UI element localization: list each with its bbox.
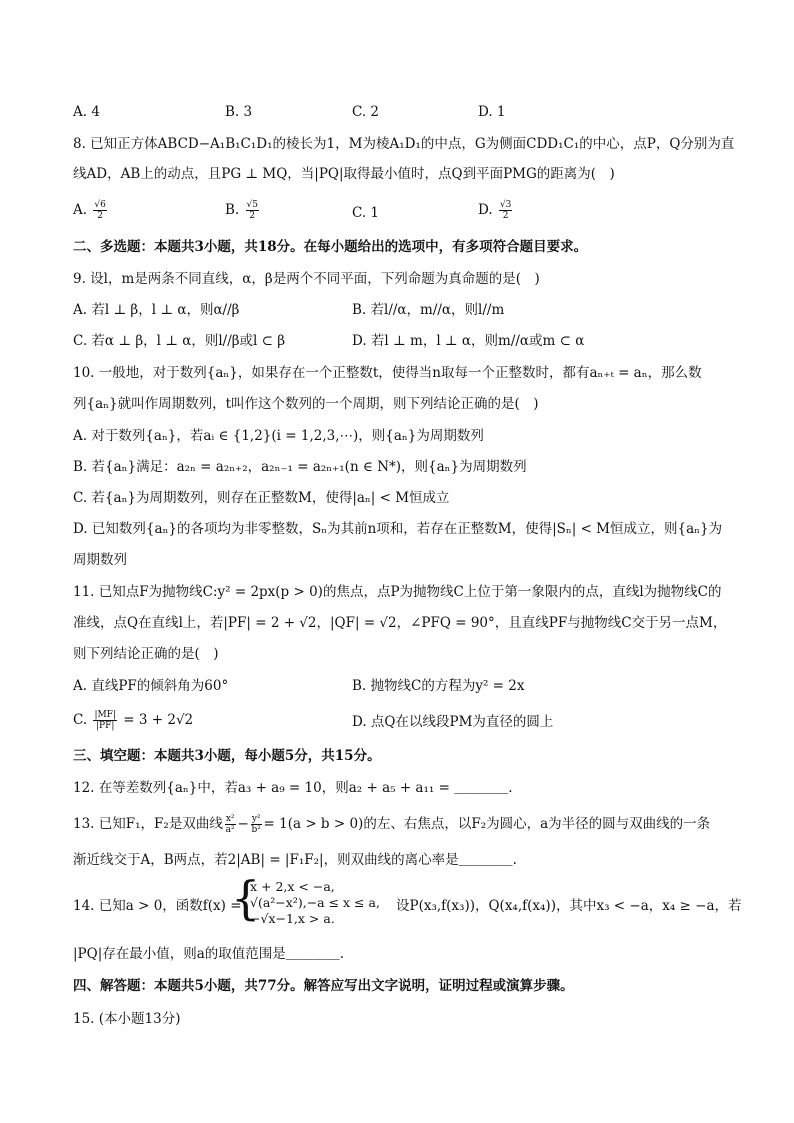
q11-option-c-numerator: |MF|	[94, 710, 116, 720]
q11-stem-line2: 准线，点Q在直线l上，若|PF| = 2 + √2，|QF| = √2，∠PFQ = 90°，且直线PF与抛物线C交于另一点M，	[73, 615, 727, 631]
q8-option-d-denominator: 2	[502, 211, 509, 221]
q7-option-b: B. 3	[225, 104, 253, 120]
q10-option-a: A. 对于数列{aₙ}，若aᵢ ∈ {1,2}(i = 1,2,3,⋯)，则{aₙ}为周期数列	[73, 428, 484, 444]
q15-stem: 15. (本小题13分)	[73, 1011, 181, 1027]
q14-post: 设P(x₃,f(x₃))，Q(x₄,f(x₄))，其中x₃ < −a，x₄ ≥ −a，若	[396, 898, 742, 914]
q8-option-b-label: B.	[225, 202, 240, 218]
q8-option-a-numerator: √6	[94, 200, 106, 210]
q13-fraction-y-denominator: b²	[251, 825, 261, 835]
q14-stem-line2: |PQ|存在最小值，则a的取值范围是＿＿＿＿.	[73, 946, 345, 962]
q8-option-c: C. 1	[352, 205, 380, 221]
q13-stem-line2: 渐近线交于A，B两点，若2|AB| = |F₁F₂|，则双曲线的离心率是＿＿＿＿.	[73, 852, 517, 868]
q11-option-c-rest: = 3 + 2√2	[123, 712, 194, 728]
q13-post: = 1(a > b > 0)的左、右焦点，以F₂为圆心，a为半径的圆与双曲线的一条	[263, 816, 711, 832]
q8-stem-line2: 线AD，AB上的动点，且PG ⊥ MQ，当|PQ|取得最小值时，点Q到平面PMG的距离为( )	[73, 166, 615, 182]
q8-stem-line1: 8. 已知正方体ABCD−A₁B₁C₁D₁的棱长为1，M为棱A₁D₁的中点，G为侧面CDD₁C₁的中心，点P，Q分别为直	[73, 136, 735, 152]
q9-option-c: C. 若α ⊥ β，l ⊥ α，则l//β或l ⊂ β	[73, 333, 286, 349]
q11-option-d: D. 点Q在以线段PM为直径的圆上	[352, 714, 554, 730]
q8-option-d	[478, 200, 514, 221]
section-2-heading: 二、多选题：本题共3小题，共18分。在每小题给出的选项中，有多项符合题目要求。	[73, 239, 588, 255]
q7-option-c: C. 2	[352, 104, 380, 120]
q8-option-b-fraction	[246, 200, 259, 221]
q11-stem-line3: 则下列结论正确的是( )	[73, 646, 219, 662]
q12-stem: 12. 在等差数列{aₙ}中，若a₃ + a₉ = 10，则a₂ + a₅ + a₁₁ = ＿＿＿＿.	[73, 780, 513, 796]
q9-stem: 9. 设l，m是两条不同直线，α，β是两个不同平面，下列命题为真命题的是( )	[73, 271, 540, 287]
section-3-heading: 三、填空题：本题共3小题，每小题5分，共15分。	[73, 748, 381, 764]
q13-stem-line1	[73, 814, 710, 835]
q8-option-a-fraction	[93, 200, 106, 221]
q10-option-d-line1: D. 已知数列{aₙ}的各项均为非零整数，Sₙ为其前n项和，若存在正整数M，使得|Sₙ| < M恒成立，则{aₙ}为	[73, 521, 723, 537]
q13-fraction-y-numerator: y²	[251, 814, 261, 824]
q7-option-a: A. 4	[73, 104, 100, 120]
q11-option-c-fraction	[93, 710, 117, 731]
q13-fraction-x-numerator: x²	[225, 814, 235, 824]
q9-option-d: D. 若l ⊥ m，l ⊥ α，则m//α或m ⊂ α	[352, 333, 585, 349]
q9-option-a: A. 若l ⊥ β，l ⊥ α，则α//β	[73, 302, 240, 318]
section-4-heading: 四、解答题：本题共5小题，共77分。解答应写出文字说明，证明过程或演算步骤。	[73, 978, 574, 994]
q10-option-d-line2: 周期数列	[73, 552, 127, 568]
q13-pre: 13. 已知F₁，F₂是双曲线	[73, 816, 223, 832]
q14-pre: 14. 已知a > 0，函数f(x) =	[73, 898, 242, 914]
q13-fraction-x-denominator: a²	[225, 825, 235, 835]
q8-option-b-denominator: 2	[249, 211, 256, 221]
q11-option-c-label: C.	[73, 712, 88, 728]
q8-option-d-label: D.	[478, 202, 493, 218]
q11-option-c-denominator: |PF|	[96, 721, 115, 731]
q8-option-a-label: A.	[73, 202, 88, 218]
q10-stem-line1: 10. 一般地，对于数列{aₙ}，如果存在一个正整数t，使得当n取每一个正整数时，都有aₙ₊ₜ = aₙ，那么数	[73, 365, 702, 381]
q14-case-3: −√x−1,x > a.	[250, 911, 335, 926]
q9-option-b: B. 若l//α，m//α，则l//m	[352, 302, 505, 318]
q14-case-2: √(a²−x²),−a ≤ x ≤ a,	[250, 895, 380, 910]
q11-option-c	[73, 710, 193, 731]
q14-brace: {	[231, 871, 261, 925]
q8-option-d-numerator: √3	[499, 200, 512, 210]
q13-fraction-x	[225, 814, 236, 835]
q8-option-d-fraction	[499, 200, 512, 221]
q8-option-b	[225, 200, 261, 221]
q14-case-1: x + 2,x < −a,	[250, 879, 335, 894]
q11-option-a: A. 直线PF的倾斜角为60°	[73, 678, 229, 694]
q11-option-b: B. 抛物线C的方程为y² = 2x	[352, 678, 525, 694]
q11-stem-line1: 11. 已知点F为抛物线C:y² = 2px(p > 0)的焦点，点P为抛物线C上位于第一象限内的点，直线l为抛物线C的	[73, 584, 722, 600]
q8-option-b-numerator: √5	[246, 200, 258, 210]
q13-minus: −	[237, 816, 249, 832]
q8-option-a	[73, 200, 109, 221]
q10-stem-line2: 列{aₙ}就叫作周期数列，t叫作这个数列的一个周期，则下列结论正确的是( )	[73, 396, 539, 412]
q13-fraction-y	[251, 814, 262, 835]
q10-option-b: B. 若{aₙ}满足：a₂ₙ = a₂ₙ₊₂，a₂ₙ₋₁ = a₂ₙ₊₁(n ∈ N*)，则{aₙ}为周期数列	[73, 459, 527, 475]
q7-option-d: D. 1	[478, 104, 506, 120]
q8-option-a-denominator: 2	[97, 211, 103, 221]
q10-option-c: C. 若{aₙ}为周期数列，则存在正整数M，使得|aₙ| < M恒成立	[73, 490, 450, 506]
